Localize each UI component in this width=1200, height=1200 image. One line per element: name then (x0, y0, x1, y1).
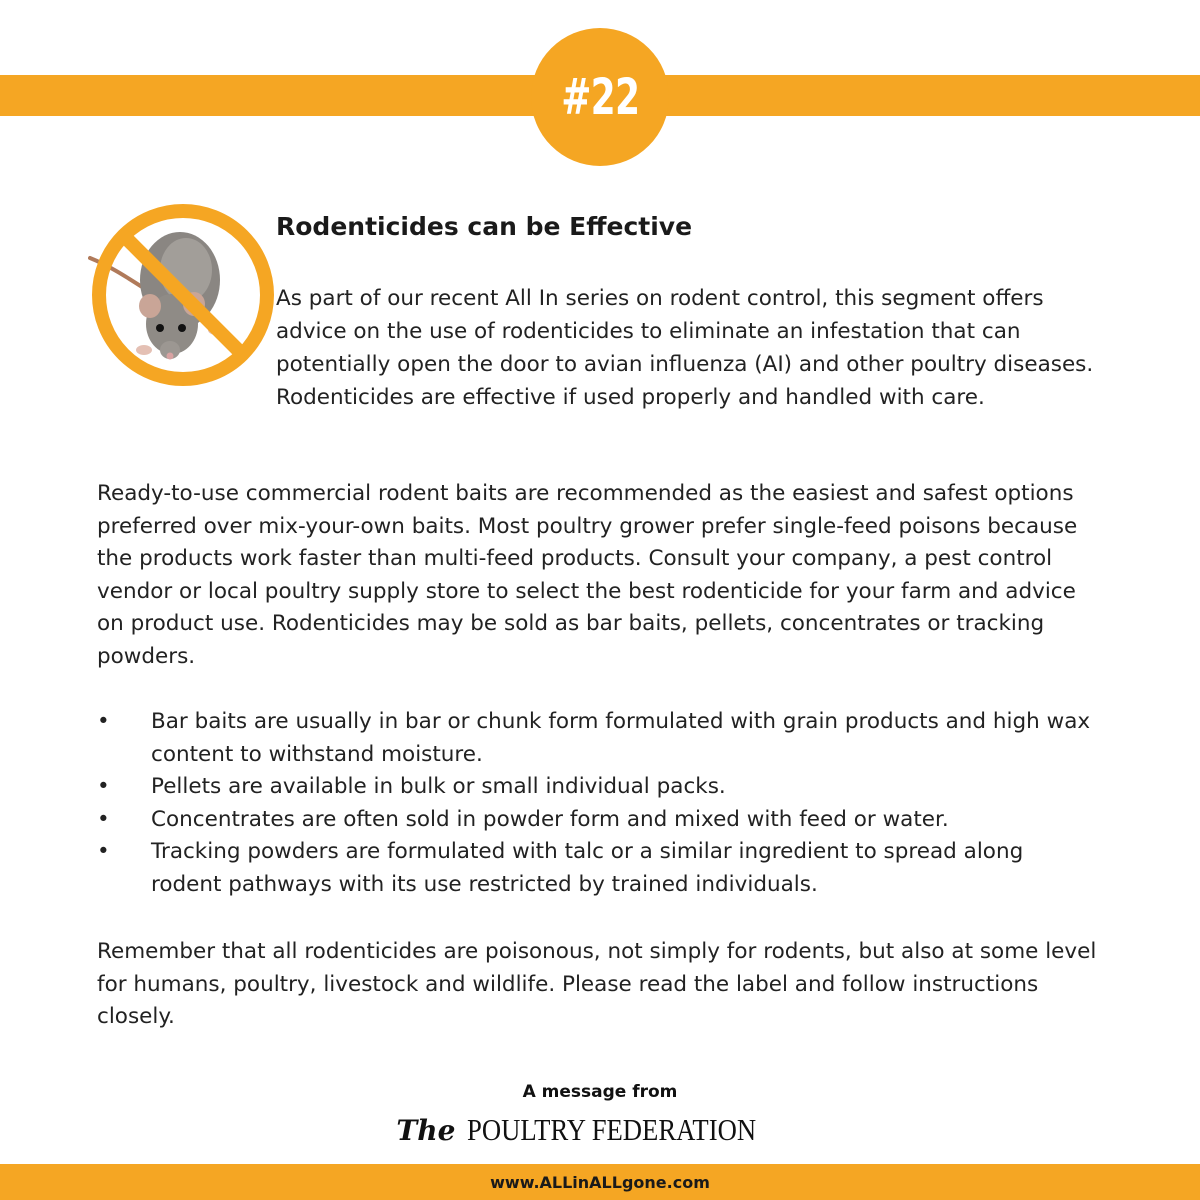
intro-paragraph: As part of our recent All In series on rodent control, this segment offers advice on the use of rodenticides to eliminate an infestation that can potentially open the door to avian influenza (AI) and other poultry diseases. Rodenticides are effective if used properly and handled with care. (276, 286, 1094, 410)
list-item-text: Concentrates are often sold in powder form and mixed with feed or water. (151, 806, 949, 832)
bait-types-list (97, 706, 1097, 902)
intro-paragraph-block (97, 282, 1097, 414)
warning-paragraph: Remember that all rodenticides are poisonous, not simply for rodents, but also at some level for humans, poultry, livestock and wildlife. Please read the label and follow instructions closely. (97, 939, 1097, 1030)
list-item-text: Pellets are available in bulk or small individual packs. (151, 774, 726, 800)
logo-the: The (396, 1114, 456, 1147)
bottom-orange-band (0, 1164, 1200, 1200)
list-item-text: Tracking powders are formulated with talc or a similar ingredient to spread along rodent pathways with its use restricted by trained individuals. (151, 839, 1024, 897)
number-badge (531, 28, 669, 166)
bullet-icon: • (97, 839, 110, 865)
bullet-icon: • (97, 709, 110, 734)
list-item (97, 836, 1097, 901)
logo-name: POULTRY FEDERATION (467, 1112, 757, 1147)
badge-number: #22 (560, 68, 640, 126)
website-url: www.ALLinALLgone.com (490, 1172, 710, 1192)
list-item-text: Bar baits are usually in bar or chunk form formulated with grain products and high wax content to withstand moisture. (151, 709, 1091, 767)
list-item (97, 706, 1097, 771)
image-wrap-spacer (97, 282, 276, 410)
message-from-label: A message from (522, 1082, 678, 1102)
bullet-icon: • (97, 774, 110, 800)
list-item (97, 771, 1097, 804)
list-item (97, 804, 1097, 837)
poultry-federation-logo (0, 1112, 1200, 1148)
bullet-icon: • (97, 806, 110, 832)
article-title: Rodenticides can be Effective (276, 212, 693, 241)
baits-paragraph: Ready-to-use commercial rodent baits are recommended as the easiest and safest options preferred over mix-your-own baits. Most poultry grower prefer single-feed poisons because the products work faster than multi-feed products. Consult your company, a pest control vendor or local poultry supply store to select the best rodenticide for your farm and advice on product use. Rodenticides may be sold as bar baits, pellets, concentrates or tracking powders. (97, 481, 1078, 669)
